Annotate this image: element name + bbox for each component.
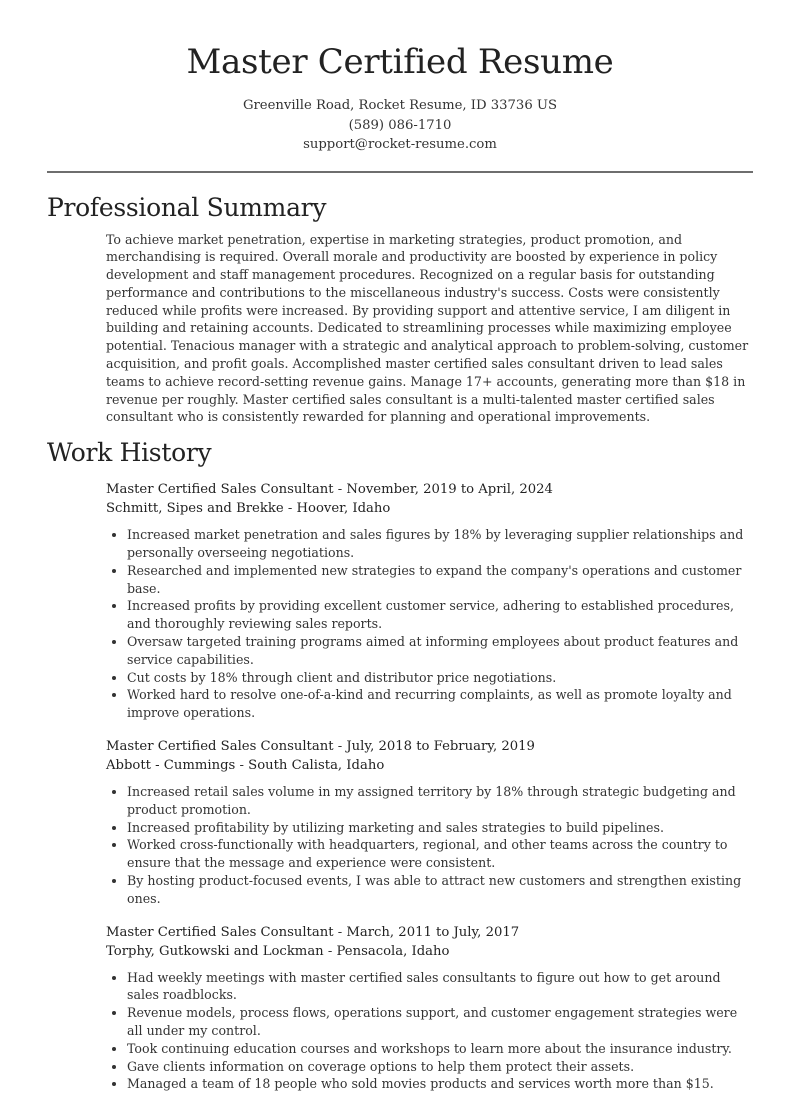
job-role-line xyxy=(106,737,753,756)
bullet-item: • Took continuing education courses and workshops to learn more about the insurance industry. xyxy=(127,1040,753,1058)
job-title: Master Certified Sales Consultant xyxy=(106,739,334,755)
header-divider xyxy=(47,171,753,173)
email-address: support@rocket-resume.com xyxy=(303,137,497,152)
work-history-section xyxy=(0,436,800,1093)
job-entry xyxy=(106,737,753,908)
bullet-item: • Worked hard to resolve one-of-a-kind and recurring complaints, as well as promote loyalty and improve operations. xyxy=(127,686,753,722)
separator: - xyxy=(333,924,347,940)
separator: - xyxy=(333,739,347,755)
bullet-item: • Increased profits by providing excellent customer service, adhering to established procedures, and thoroughly reviewing sales reports. xyxy=(127,597,753,633)
address: Greenville Road, Rocket Resume, ID 33736 US xyxy=(242,98,558,113)
resume-header xyxy=(0,0,800,155)
job-dates: March, 2011 to July, 2017 xyxy=(346,924,520,940)
job-bullets xyxy=(106,969,753,1093)
job-dates: November, 2019 to April, 2024 xyxy=(346,482,553,498)
section-title-summary: Professional Summary xyxy=(47,192,327,222)
job-location: Pensacola, Idaho xyxy=(336,943,450,959)
job-company-line xyxy=(106,756,753,775)
bullet-item: • Increased retail sales volume in my assigned territory by 18% through strategic budgeting and product promotion. xyxy=(127,783,753,819)
job-company-line xyxy=(106,942,753,961)
bullet-item: • Gave clients information on coverage options to help them protect their assets. xyxy=(127,1058,753,1076)
company-name: Torphy, Gutkowski and Lockman xyxy=(106,943,324,959)
bullet-item: • By hosting product-focused events, I was able to attract new customers and strengthen existing ones. xyxy=(127,872,753,908)
section-title-work-history: Work History xyxy=(47,438,212,468)
company-name: Abbott - Cummings xyxy=(106,758,236,774)
bullet-item: • Researched and implemented new strategies to expand the company's operations and customer base. xyxy=(127,562,753,598)
phone-number: (589) 086-1710 xyxy=(348,117,452,133)
bullet-item: • Increased profitability by utilizing marketing and sales strategies to build pipelines. xyxy=(127,819,753,837)
job-entry xyxy=(106,480,753,722)
separator: - xyxy=(283,501,297,517)
job-location: Hoover, Idaho xyxy=(296,501,391,517)
bullet-item: • Revenue models, process flows, operations support, and customer engagement strategies were all under my control. xyxy=(127,1004,753,1040)
candidate-name: Master Certified Resume xyxy=(186,42,614,82)
job-entry xyxy=(106,923,753,1093)
bullet-item: • Oversaw targeted training programs aimed at informing employees about product features and service capabilities. xyxy=(127,633,753,669)
job-bullets xyxy=(106,783,753,908)
bullet-item: • Managed a team of 18 people who sold movies products and services worth more than $15. xyxy=(127,1075,753,1093)
bullet-item: • Worked cross-functionally with headquarters, regional, and other teams across the country to ensure that the message and experience were consistent. xyxy=(127,836,753,872)
job-role-line xyxy=(106,480,753,499)
summary-text: To achieve market penetration, expertise in marketing strategies, product promotion, and merchandising is required. Overall morale and productivity are boosted by experience in policy development and staff management procedures. Recognized on a regular basis for outstanding performance and contributions to the miscellaneous industry's success. Costs were consistently reduced while profits were increased. By providing support and attentive service, I am diligent in building and retaining accounts. Dedicated to streamlining processes while maximizing employee potential. Tenacious manager with a strategic and analytical approach to problem-solving, customer acquisition, and profit goals. Accomplished master certified sales consultant driven to lead sales teams to achieve record-setting revenue gains. Manage 17+ accounts, generating more than $18 in revenue per roughly. Master certified sales consultant is a multi-talented master certified sales consultant who is consistently rewarded for planning and operational improvements. xyxy=(106,231,749,425)
separator: - xyxy=(235,758,249,774)
job-title: Master Certified Sales Consultant xyxy=(106,482,334,498)
professional-summary-section xyxy=(0,191,800,427)
job-bullets xyxy=(106,526,753,722)
job-role-line xyxy=(106,923,753,942)
job-title: Master Certified Sales Consultant xyxy=(106,924,334,940)
bullet-item: • Cut costs by 18% through client and distributor price negotiations. xyxy=(127,669,753,687)
contact-info xyxy=(0,96,800,155)
job-company-line xyxy=(106,499,753,518)
separator: - xyxy=(333,482,347,498)
job-dates: July, 2018 to February, 2019 xyxy=(346,739,535,755)
company-name: Schmitt, Sipes and Brekke xyxy=(106,501,284,517)
separator: - xyxy=(323,943,337,959)
bullet-item: • Had weekly meetings with master certified sales consultants to figure out how to get around sales roadblocks. xyxy=(127,969,753,1005)
job-location: South Calista, Idaho xyxy=(248,758,385,774)
bullet-item: • Increased market penetration and sales figures by 18% by leveraging supplier relationships and personally overseeing negotiations. xyxy=(127,526,753,562)
